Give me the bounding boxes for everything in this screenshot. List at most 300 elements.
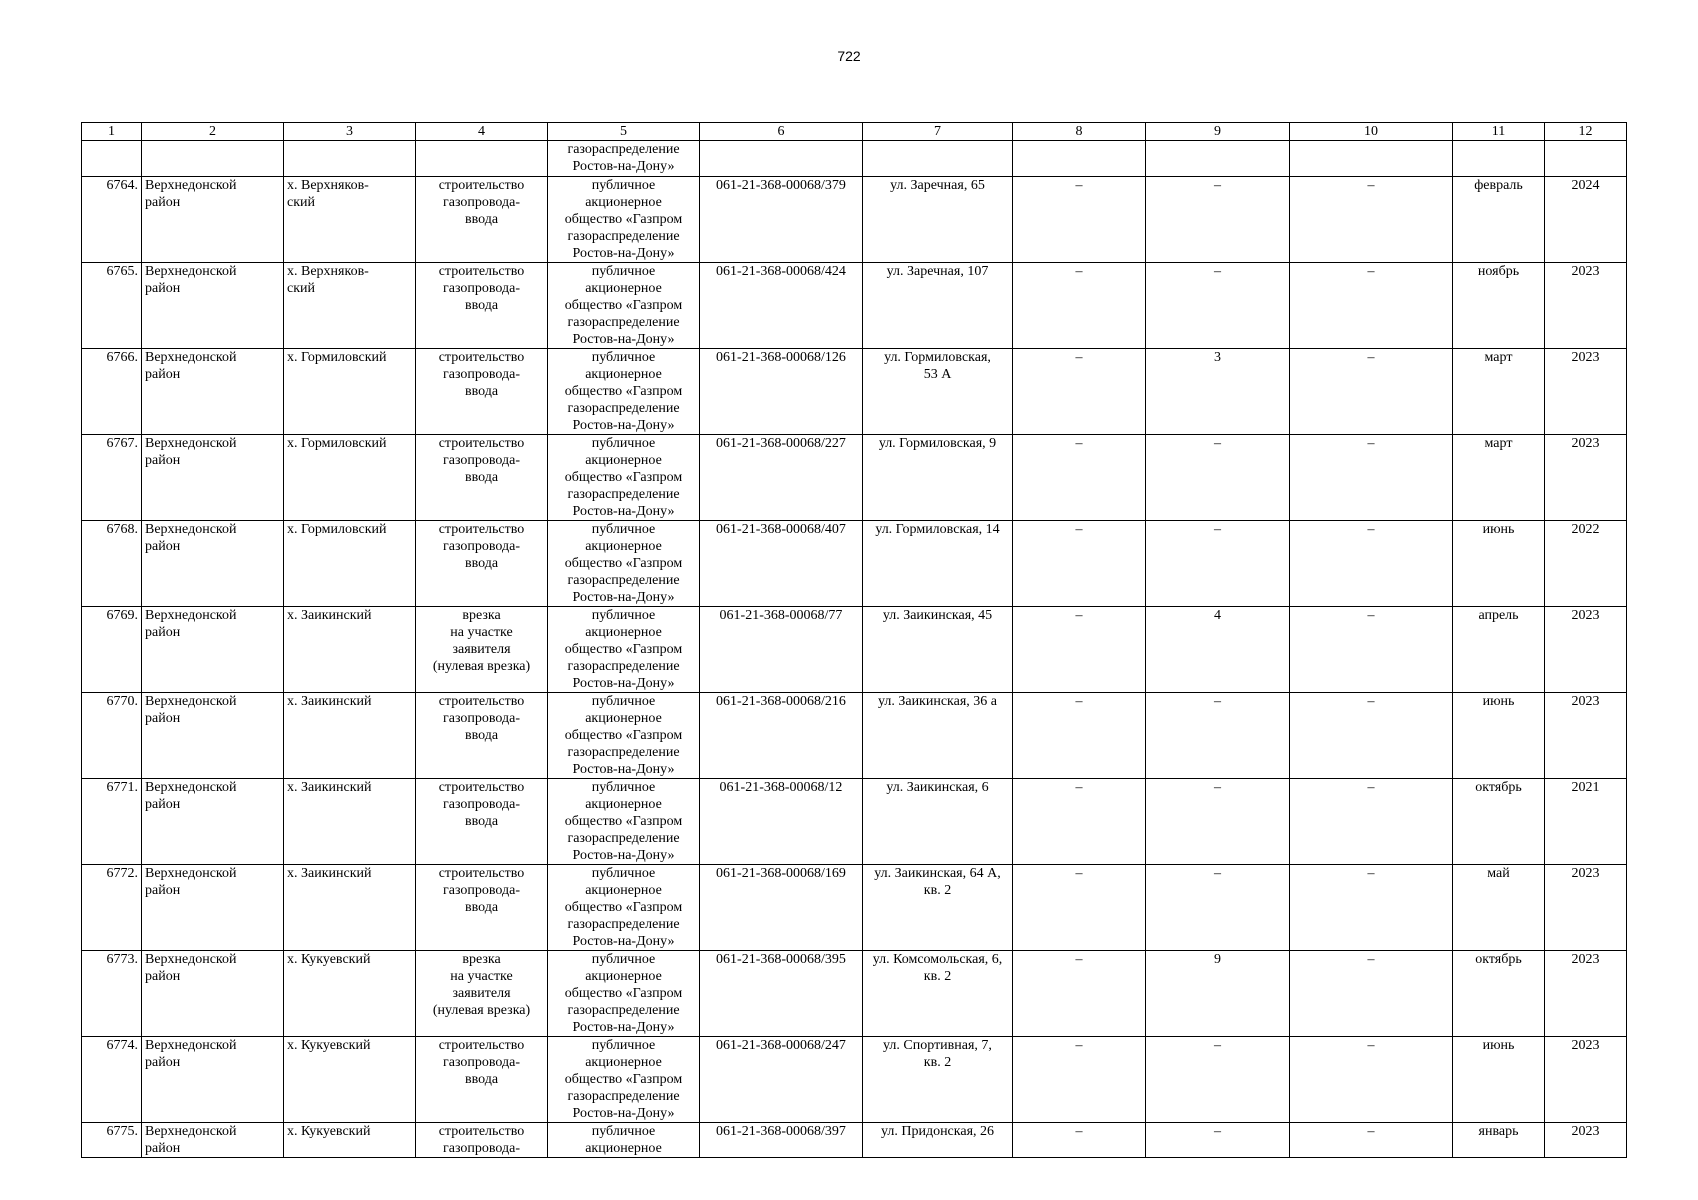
cell-district (142, 521, 284, 607)
text-line: х. Верхняков- (287, 178, 369, 193)
cell-organization (548, 435, 700, 521)
text-line: Ростов-на-Дону» (572, 504, 675, 519)
cell-settlement (284, 693, 416, 779)
cell-col9: – (1146, 1037, 1290, 1123)
text-line: х. Гормиловский (287, 350, 387, 365)
table-row (82, 779, 1627, 865)
text-line: акционерное (585, 367, 662, 382)
cell-district (142, 1037, 284, 1123)
cell-col10: – (1290, 263, 1453, 349)
cell-registry-code: 061-21-368-00068/169 (700, 865, 863, 951)
cell-col10: – (1290, 1037, 1453, 1123)
text-line: Ростов-на-Дону» (572, 590, 675, 605)
text-line: газопровода- (442, 1055, 520, 1070)
text-line: Ростов-на-Дону» (572, 1020, 675, 1035)
cell-year: 2024 (1545, 177, 1627, 263)
text-line: газопровода- (442, 281, 520, 296)
cell-organization (548, 1123, 700, 1158)
column-number: 12 (1545, 123, 1627, 141)
cell-district (142, 1123, 284, 1158)
text-line: врезка (462, 608, 501, 623)
text-line: Верхнедонской (145, 866, 237, 881)
column-number-row (82, 123, 1627, 141)
cell-month: июнь (1453, 1037, 1545, 1123)
text-line: строительство (438, 264, 525, 279)
text-line: газопровода- (442, 367, 520, 382)
cell-col9: – (1146, 1123, 1290, 1158)
cell-col8: – (1013, 435, 1146, 521)
cell-settlement (284, 177, 416, 263)
cell-col10: – (1290, 607, 1453, 693)
text-line: публичное (591, 780, 656, 795)
cell-year: 2023 (1545, 349, 1627, 435)
text-line: кв. 2 (923, 883, 952, 898)
text-line: район (145, 195, 181, 210)
cell-number: 6764. (82, 177, 142, 263)
cell-work-type (416, 1123, 548, 1158)
cell-organization (548, 779, 700, 865)
text-line: ул. Спортивная, 7, (883, 1038, 992, 1053)
text-line: на участке (450, 969, 513, 984)
cell-settlement (284, 865, 416, 951)
cell-registry-code: 061-21-368-00068/424 (700, 263, 863, 349)
column-number: 5 (548, 123, 700, 141)
text-line: х. Гормиловский (287, 436, 387, 451)
text-line: газораспределение (567, 573, 680, 588)
cell-col9: – (1146, 177, 1290, 263)
text-line: публичное (591, 264, 656, 279)
cell-number: 6766. (82, 349, 142, 435)
cell-col9: – (1146, 779, 1290, 865)
text-line: район (145, 625, 181, 640)
cell-number: 6765. (82, 263, 142, 349)
text-line: общество «Газпром (564, 298, 683, 313)
cell-year: 2023 (1545, 435, 1627, 521)
text-line: газопровода- (442, 711, 520, 726)
cell-registry-code: 061-21-368-00068/407 (700, 521, 863, 607)
cell-district (142, 779, 284, 865)
cell-number: 6769. (82, 607, 142, 693)
text-line: публичное (591, 522, 656, 537)
text-line: Верхнедонской (145, 436, 237, 451)
text-line: Верхнедонской (145, 522, 237, 537)
text-line: на участке (450, 625, 513, 640)
column-number: 3 (284, 123, 416, 141)
cell-organization (548, 263, 700, 349)
cell-registry-code: 061-21-368-00068/126 (700, 349, 863, 435)
text-line: Ростов-на-Дону» (572, 1106, 675, 1121)
text-line: район (145, 281, 181, 296)
text-line: акционерное (585, 539, 662, 554)
text-line: акционерное (585, 1141, 662, 1156)
cell-settlement (284, 779, 416, 865)
cell-col10: – (1290, 779, 1453, 865)
text-line: газораспределение (567, 315, 680, 330)
column-number: 1 (82, 123, 142, 141)
text-line: публичное (591, 178, 656, 193)
cell-address (863, 865, 1013, 951)
text-line: х. Верхняков- (287, 264, 369, 279)
cell-organization (548, 177, 700, 263)
cell-month: март (1453, 349, 1545, 435)
text-line: газораспределение (567, 745, 680, 760)
text-line: ул. Заикинская, 6 (886, 780, 989, 795)
text-line: район (145, 1141, 181, 1156)
cell-col8: – (1013, 951, 1146, 1037)
text-line: общество «Газпром (564, 470, 683, 485)
text-line: строительство (438, 1038, 525, 1053)
text-line: акционерное (585, 1055, 662, 1070)
cell-year: 2023 (1545, 1123, 1627, 1158)
text-line: район (145, 453, 181, 468)
cell-month: октябрь (1453, 951, 1545, 1037)
cell-address (863, 693, 1013, 779)
text-line: общество «Газпром (564, 814, 683, 829)
cell-col10: – (1290, 865, 1453, 951)
text-line: общество «Газпром (564, 986, 683, 1001)
column-number: 10 (1290, 123, 1453, 141)
text-line: ский (287, 281, 315, 296)
cell-year: 2023 (1545, 607, 1627, 693)
text-line: ул. Заречная, 107 (886, 264, 989, 279)
cell-col8: – (1013, 349, 1146, 435)
text-line: акционерное (585, 797, 662, 812)
text-line: газопровода- (442, 453, 520, 468)
cell-month: май (1453, 865, 1545, 951)
cell-organization (548, 141, 700, 177)
text-line: Верхнедонской (145, 1038, 237, 1053)
text-line: Ростов-на-Дону» (572, 246, 675, 261)
cell-col8: – (1013, 1037, 1146, 1123)
text-line: Верхнедонской (145, 694, 237, 709)
text-line: (нулевая врезка) (432, 1003, 531, 1018)
cell-address (863, 779, 1013, 865)
text-line: х. Заикинский (287, 866, 372, 881)
cell-col9: – (1146, 693, 1290, 779)
cell-month: октябрь (1453, 779, 1545, 865)
table-row (82, 521, 1627, 607)
cell-district (142, 607, 284, 693)
cell-settlement (284, 1123, 416, 1158)
text-line: Ростов-на-Дону» (572, 418, 675, 433)
cell-work-type (416, 1037, 548, 1123)
cell-col8: – (1013, 263, 1146, 349)
text-line: ул. Комсомольская, 6, (872, 952, 1003, 967)
cell-col8: – (1013, 607, 1146, 693)
cell-month: апрель (1453, 607, 1545, 693)
column-number: 9 (1146, 123, 1290, 141)
text-line: общество «Газпром (564, 384, 683, 399)
cell-district (142, 435, 284, 521)
text-line: ул. Заикинская, 64 А, (874, 866, 1001, 881)
cell-col10: – (1290, 177, 1453, 263)
table-row (82, 693, 1627, 779)
cell-year: 2021 (1545, 779, 1627, 865)
cell-col8: – (1013, 521, 1146, 607)
column-number: 4 (416, 123, 548, 141)
cell-col9: – (1146, 435, 1290, 521)
text-line: ввода (464, 728, 499, 743)
text-line: акционерное (585, 195, 662, 210)
text-line: Ростов-на-Дону» (572, 934, 675, 949)
cell-organization (548, 1037, 700, 1123)
text-line: газораспределение (567, 229, 680, 244)
text-line: публичное (591, 608, 656, 623)
cell-address (863, 951, 1013, 1037)
cell-number: 6773. (82, 951, 142, 1037)
text-line: газораспределение (567, 1089, 680, 1104)
cell-address (863, 1037, 1013, 1123)
text-line: газораспределение (567, 142, 680, 157)
text-line: кв. 2 (923, 969, 952, 984)
table-row (82, 435, 1627, 521)
text-line: публичное (591, 1038, 656, 1053)
cell-year: 2023 (1545, 263, 1627, 349)
cell-number: 6770. (82, 693, 142, 779)
cell-col9: – (1146, 521, 1290, 607)
cell-col9: 9 (1146, 951, 1290, 1037)
cell-organization (548, 521, 700, 607)
text-line: строительство (438, 780, 525, 795)
cell-settlement (284, 951, 416, 1037)
cell-district (142, 263, 284, 349)
text-line: 53 А (923, 367, 952, 382)
cell-col9: 4 (1146, 607, 1290, 693)
page-number: 722 (837, 48, 861, 64)
text-line: Верхнедонской (145, 608, 237, 623)
text-line: Ростов-на-Дону» (572, 159, 675, 174)
text-line: строительство (438, 866, 525, 881)
cell-address (863, 607, 1013, 693)
cell-address (863, 1123, 1013, 1158)
cell-month: январь (1453, 1123, 1545, 1158)
text-line: общество «Газпром (564, 728, 683, 743)
cell-settlement (284, 349, 416, 435)
text-line: газопровода- (442, 883, 520, 898)
table-row (82, 607, 1627, 693)
text-line: район (145, 367, 181, 382)
text-line: строительство (438, 694, 525, 709)
cell-year: 2023 (1545, 951, 1627, 1037)
text-line: газопровода- (442, 539, 520, 554)
cell-work-type (416, 521, 548, 607)
cell-col9: – (1146, 865, 1290, 951)
text-line: Ростов-на-Дону» (572, 762, 675, 777)
cell-settlement (284, 607, 416, 693)
cell-settlement (284, 435, 416, 521)
text-line: газораспределение (567, 917, 680, 932)
continuation-row (82, 141, 1627, 177)
text-line: ул. Заикинская, 36 а (877, 694, 998, 709)
cell-district (142, 177, 284, 263)
text-line: акционерное (585, 711, 662, 726)
cell-organization (548, 951, 700, 1037)
cell-month: март (1453, 435, 1545, 521)
table-row (82, 865, 1627, 951)
cell-registry-code: 061-21-368-00068/395 (700, 951, 863, 1037)
text-line: ул. Гормиловская, (884, 350, 991, 365)
text-line: газораспределение (567, 659, 680, 674)
text-line: ул. Заикинская, 45 (882, 608, 993, 623)
cell-year: 2023 (1545, 865, 1627, 951)
text-line: заявителя (452, 986, 511, 1001)
text-line: газораспределение (567, 401, 680, 416)
text-line: публичное (591, 694, 656, 709)
text-line: ул. Гормиловская, 9 (878, 436, 997, 451)
cell-work-type (416, 349, 548, 435)
text-line: х. Гормиловский (287, 522, 387, 537)
cell-col10: – (1290, 1123, 1453, 1158)
cell-registry-code: 061-21-368-00068/247 (700, 1037, 863, 1123)
text-line: газопровода- (442, 195, 520, 210)
text-line: х. Заикинский (287, 780, 372, 795)
text-line: район (145, 1055, 181, 1070)
cell-settlement (284, 521, 416, 607)
text-line: общество «Газпром (564, 212, 683, 227)
cell-number: 6774. (82, 1037, 142, 1123)
cell-organization (548, 865, 700, 951)
text-line: строительство (438, 436, 525, 451)
text-line: ввода (464, 298, 499, 313)
cell-year: 2023 (1545, 693, 1627, 779)
text-line: строительство (438, 350, 525, 365)
cell-registry-code: 061-21-368-00068/77 (700, 607, 863, 693)
text-line: газопровода- (442, 797, 520, 812)
cell-col8: – (1013, 693, 1146, 779)
text-line: район (145, 969, 181, 984)
text-line: акционерное (585, 281, 662, 296)
column-number: 7 (863, 123, 1013, 141)
text-line: х. Заикинский (287, 608, 372, 623)
text-line: ввода (464, 814, 499, 829)
text-line: х. Кукуевский (287, 952, 371, 967)
text-line: общество «Газпром (564, 1072, 683, 1087)
text-line: публичное (591, 1124, 656, 1139)
cell-address (863, 177, 1013, 263)
text-line: строительство (438, 178, 525, 193)
cell-organization (548, 693, 700, 779)
cell-number: 6768. (82, 521, 142, 607)
text-line: газораспределение (567, 831, 680, 846)
text-line: акционерное (585, 969, 662, 984)
register-table (81, 122, 1627, 1158)
text-line: х. Заикинский (287, 694, 372, 709)
text-line: строительство (438, 1124, 525, 1139)
text-line: публичное (591, 952, 656, 967)
table-row (82, 1123, 1627, 1158)
text-line: район (145, 883, 181, 898)
cell-year: 2022 (1545, 521, 1627, 607)
text-line: ул. Гормиловская, 14 (875, 522, 1000, 537)
text-line: Ростов-на-Дону» (572, 332, 675, 347)
cell-number: 6775. (82, 1123, 142, 1158)
cell-work-type (416, 435, 548, 521)
text-line: газопровода- (442, 1141, 520, 1156)
text-line: Верхнедонской (145, 952, 237, 967)
cell-col10: – (1290, 951, 1453, 1037)
cell-district (142, 951, 284, 1037)
text-line: ввода (464, 556, 499, 571)
cell-registry-code: 061-21-368-00068/227 (700, 435, 863, 521)
text-line: ский (287, 195, 315, 210)
cell-district (142, 349, 284, 435)
column-number: 8 (1013, 123, 1146, 141)
cell-month: июнь (1453, 693, 1545, 779)
text-line: газораспределение (567, 1003, 680, 1018)
text-line: Ростов-на-Дону» (572, 676, 675, 691)
cell-number: 6771. (82, 779, 142, 865)
table-row (82, 349, 1627, 435)
column-number: 11 (1453, 123, 1545, 141)
text-line: общество «Газпром (564, 900, 683, 915)
text-line: ввода (464, 470, 499, 485)
text-line: ввода (464, 900, 499, 915)
cell-settlement (284, 1037, 416, 1123)
text-line: акционерное (585, 883, 662, 898)
text-line: общество «Газпром (564, 556, 683, 571)
text-line: (нулевая врезка) (432, 659, 531, 674)
text-line: ввода (464, 384, 499, 399)
cell-col10: – (1290, 349, 1453, 435)
text-line: строительство (438, 522, 525, 537)
cell-organization (548, 349, 700, 435)
cell-work-type (416, 263, 548, 349)
text-line: Верхнедонской (145, 780, 237, 795)
text-line: кв. 2 (923, 1055, 952, 1070)
text-line: газораспределение (567, 487, 680, 502)
cell-col8: – (1013, 177, 1146, 263)
cell-number: 6772. (82, 865, 142, 951)
text-line: публичное (591, 436, 656, 451)
cell-organization (548, 607, 700, 693)
cell-month: ноябрь (1453, 263, 1545, 349)
text-line: х. Кукуевский (287, 1038, 371, 1053)
text-line: публичное (591, 866, 656, 881)
table-row (82, 951, 1627, 1037)
text-line: ул. Придонская, 26 (880, 1124, 995, 1139)
cell-work-type (416, 607, 548, 693)
text-line: х. Кукуевский (287, 1124, 371, 1139)
cell-registry-code: 061-21-368-00068/397 (700, 1123, 863, 1158)
cell-settlement (284, 263, 416, 349)
cell-col9: – (1146, 263, 1290, 349)
cell-address (863, 521, 1013, 607)
text-line: ввода (464, 212, 499, 227)
table-row (82, 177, 1627, 263)
text-line: общество «Газпром (564, 642, 683, 657)
text-line: ввода (464, 1072, 499, 1087)
cell-col8: – (1013, 779, 1146, 865)
text-line: район (145, 797, 181, 812)
cell-month: февраль (1453, 177, 1545, 263)
text-line: район (145, 711, 181, 726)
cell-col9: 3 (1146, 349, 1290, 435)
column-number: 2 (142, 123, 284, 141)
cell-district (142, 865, 284, 951)
text-line: Верхнедонской (145, 178, 237, 193)
cell-number: 6767. (82, 435, 142, 521)
cell-registry-code: 061-21-368-00068/216 (700, 693, 863, 779)
text-line: Верхнедонской (145, 350, 237, 365)
cell-work-type (416, 693, 548, 779)
text-line: Верхнедонской (145, 1124, 237, 1139)
cell-address (863, 435, 1013, 521)
cell-work-type (416, 951, 548, 1037)
table-row (82, 1037, 1627, 1123)
text-line: акционерное (585, 453, 662, 468)
text-line: публичное (591, 350, 656, 365)
cell-work-type (416, 177, 548, 263)
